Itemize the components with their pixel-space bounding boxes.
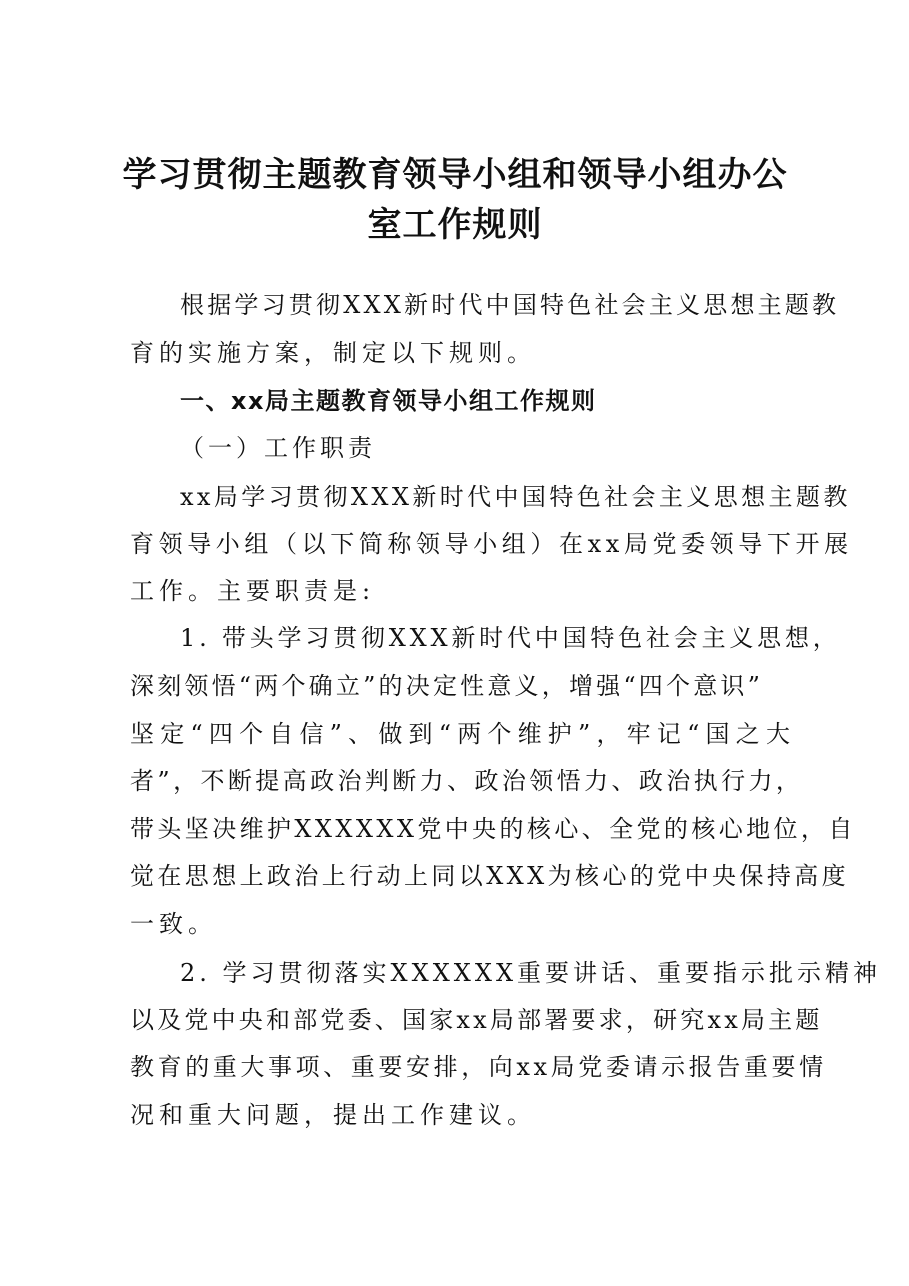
list-item-line: 者”，不断提高政治判断力、政治领悟力、政治执行力， (130, 767, 804, 795)
title-line-1: 学习贯彻主题教育领导小组和领导小组办公 (122, 155, 788, 195)
list-item-line: 教育的重大事项、重要安排，向xx局党委请示报告重要情 (130, 1053, 827, 1081)
list-item-line: 况和重大问题，提出工作建议。 (130, 1101, 536, 1129)
body-line: 工作。主要职责是: (130, 577, 376, 605)
list-item-line: 一致。 (130, 910, 217, 938)
list-item-line: 深刻领悟“两个确立”的决定性意义，增强“四个意识” (130, 672, 764, 700)
body-line: 根据学习贯彻XXX新时代中国特色社会主义思想主题教 (180, 291, 840, 319)
document-title (110, 150, 800, 250)
body-line: xx局学习贯彻XXX新时代中国特色社会主义思想主题教 (180, 483, 851, 511)
body-line: 育的实施方案，制定以下规则。 (130, 339, 536, 367)
list-item-line: 1. 带头学习贯彻XXX新时代中国特色社会主义思想， (180, 624, 841, 652)
list-item-line: 坚定“四个自信”、做到“两个维护”，牢记“国之大 (130, 720, 797, 748)
list-item-line: 以及党中央和部党委、国家xx局部署要求，研究xx局主题 (130, 1006, 823, 1034)
list-item-line: 2. 学习贯彻落实XXXXXX重要讲话、重要指示批示精神 (180, 959, 882, 987)
list-item-line: 觉在思想上政治上行动上同以XXX为核心的党中央保持高度 (130, 862, 850, 890)
title-line-2: 室工作规则 (367, 205, 543, 245)
section-heading: 一、xx局主题教育领导小组工作规则 (180, 387, 597, 415)
list-item-line: 带头坚决维护XXXXXX党中央的核心、全党的核心地位，自 (130, 815, 856, 843)
body-line: 育领导小组（以下简称领导小组）在xx局党委领导下开展 (130, 530, 853, 558)
subsection-heading: （一）工作职责 (180, 434, 376, 462)
